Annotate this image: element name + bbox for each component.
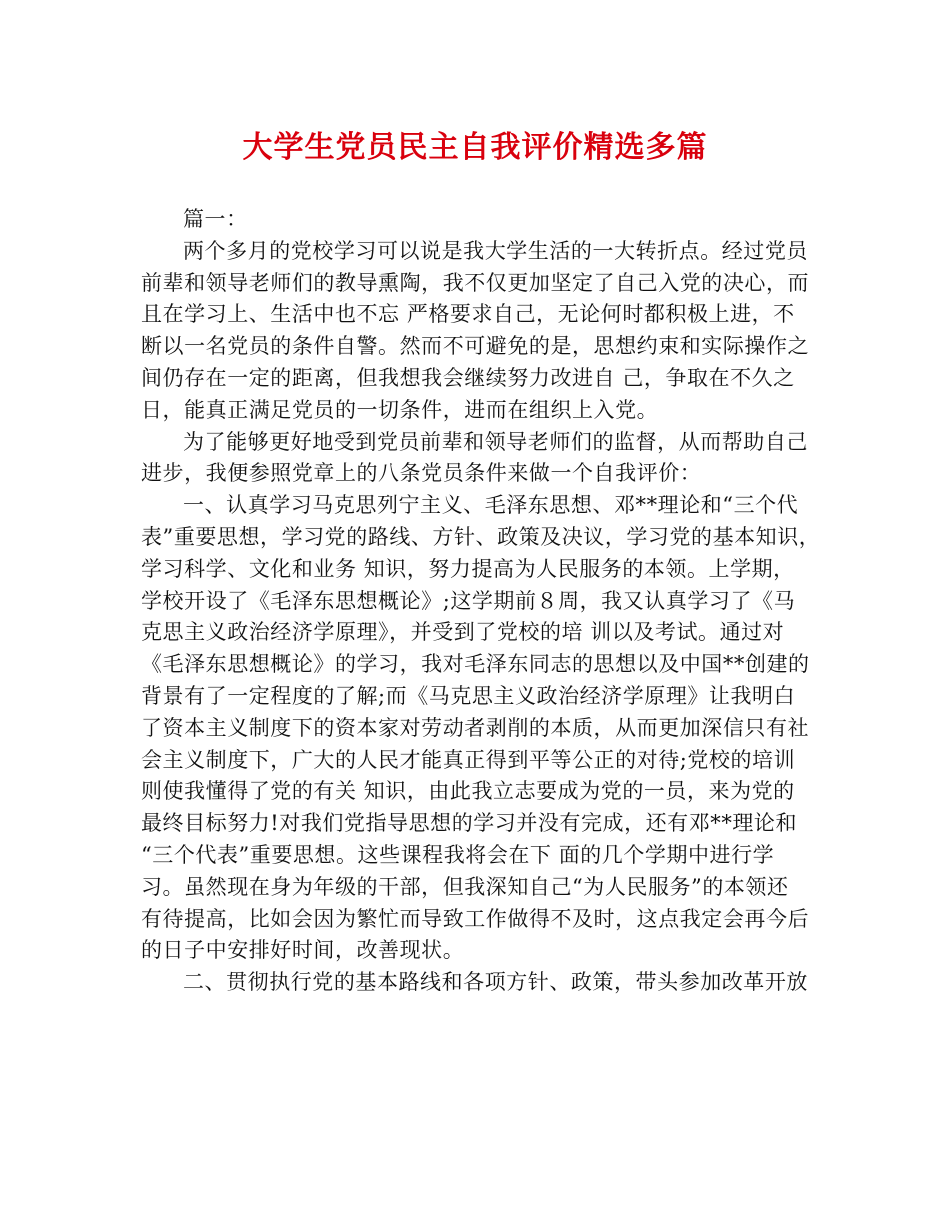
paragraph-line: 篇一： [183, 207, 248, 231]
paragraph-line: 习。虽然现在身为年级的干部，但我深知自己“为人民服务”的本领还 [141, 874, 789, 899]
paragraph-line: 一、认真学习马克思列宁主义、毛泽东思想、邓**理论和“三个代 [183, 493, 799, 518]
paragraph-line: 间仍存在一定的距离，但我想我会继续努力改进自 己，争取在不久之 [141, 365, 795, 390]
paragraph-line: 会主义制度下，广大的人民才能真正得到平等公正的对待;党校的培训 [141, 747, 796, 772]
paragraph-line: 则使我懂得了党的有关 知识，由此我立志要成为党的一员，来为党的 [141, 779, 795, 804]
paragraph-line: 《毛泽东思想概论》的学习，我对毛泽东同志的思想以及中国**创建的 [141, 652, 810, 677]
paragraph-line: 表”重要思想，学习党的路线、方针、政策及决议，学习党的基本知识， [141, 524, 821, 549]
paragraph-line: 有待提高，比如会因为繁忙而导致工作做得不及时，这点我定会再今后 [141, 906, 810, 931]
paragraph-line: 了资本主义制度下的资本家对劳动者剥削的本质，从而更加深信只有社 [141, 715, 810, 740]
paragraph-line: 前辈和领导老师们的教导熏陶，我不仅更加坚定了自己入党的决心，而 [141, 270, 810, 295]
paragraph-line: 为了能够更好地受到党员前辈和领导老师们的监督，从而帮助自己 [183, 429, 808, 454]
document-body [141, 204, 821, 999]
paragraph-line: 二、贯彻执行党的基本路线和各项方针、政策，带头参加改革开放 [183, 970, 808, 995]
paragraph-line: 背景有了一定程度的了解;而《马克思主义政治经济学原理》让我明白 [141, 683, 796, 708]
paragraph-line: 断以一名党员的条件自警。然而不可避免的是，思想约束和实际操作之 [141, 334, 810, 359]
paragraph-line: 的日子中安排好时间，改善现状。 [141, 938, 465, 963]
document-title: 大学生党员民主自我评价精选多篇 [242, 130, 708, 165]
paragraph-line: 学校开设了《毛泽东思想概论》;这学期前８周，我又认真学习了《马 [141, 588, 796, 613]
paragraph-line: 克思主义政治经济学原理》，并受到了党校的培 训以及考试。通过对 [141, 620, 785, 645]
paragraph-line: 进步，我便参照党章上的八条党员条件来做一个自我评价： [141, 461, 702, 486]
paragraph-line: 学习科学、文化和业务 知识，努力提高为人民服务的本领。上学期， [141, 556, 795, 581]
paragraph-line: 两个多月的党校学习可以说是我大学生活的一大转折点。经过党员 [183, 238, 808, 263]
paragraph-line: 日，能真正满足党员的一切条件，进而在组织上入党。 [141, 397, 659, 422]
paragraph-line: 最终目标努力!对我们党指导思想的学习并没有完成，还有邓**理论和 [141, 811, 798, 836]
paragraph-line: 且在学习上、生活中也不忘 严格要求自己，无论何时都积极上进，不 [141, 302, 795, 327]
paragraph-line: “三个代表”重要思想。这些课程我将会在下 面的几个学期中进行学 [141, 842, 775, 867]
